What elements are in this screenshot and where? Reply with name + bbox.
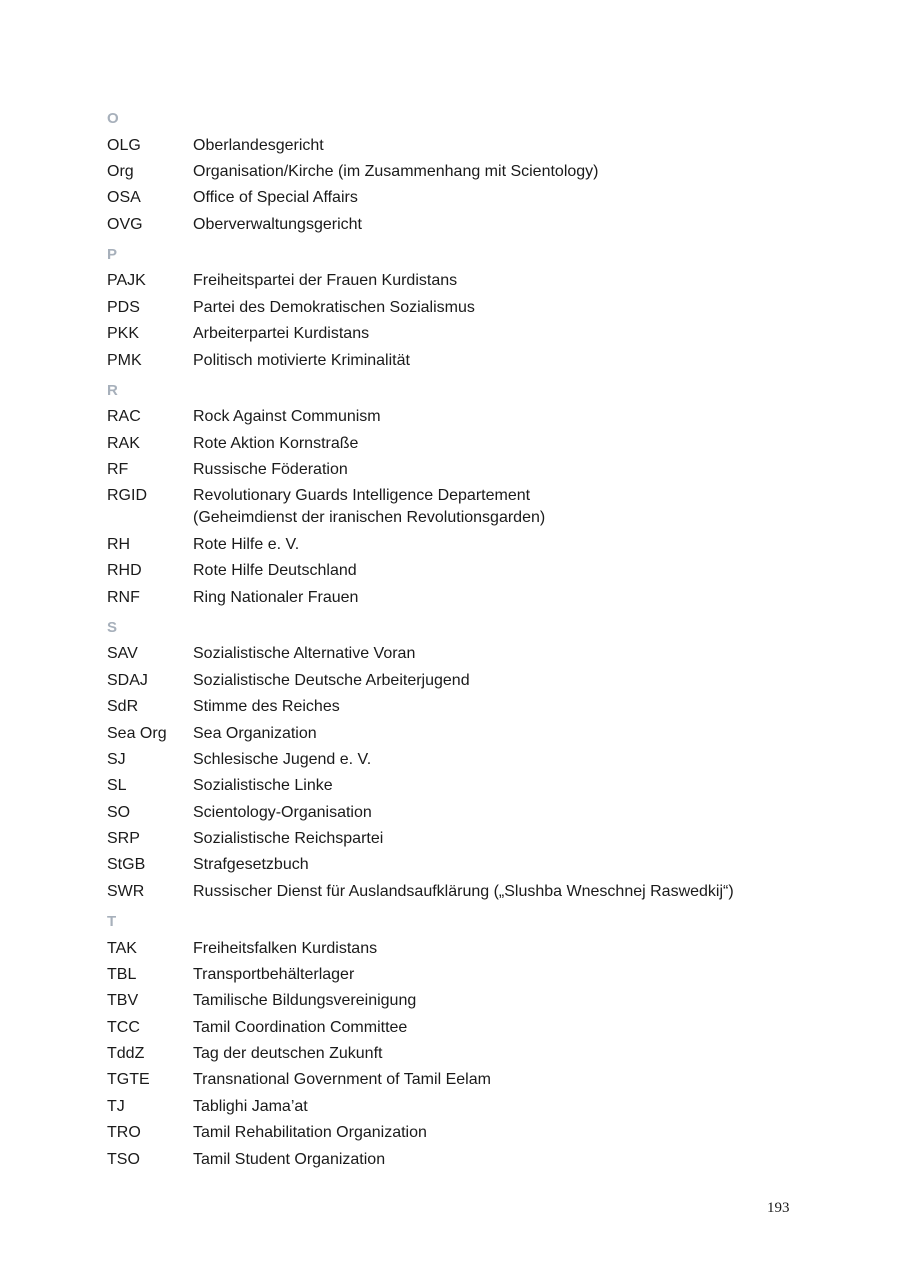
full-term: Rote Hilfe e. V.: [193, 535, 300, 553]
glossary-entry: [107, 132, 807, 158]
abbreviation: Org: [107, 162, 134, 180]
abbreviation: StGB: [107, 856, 146, 874]
abbreviation: OSA: [107, 189, 141, 207]
section-letter-heading: T: [107, 912, 117, 930]
full-term: Tamilische Bildungsvereinigung: [193, 992, 417, 1010]
full-term: Sea Organization: [193, 724, 317, 742]
section-letter-heading: S: [107, 618, 118, 636]
abbreviation: SAV: [107, 645, 138, 663]
abbreviation: SWR: [107, 882, 145, 900]
abbreviation: TAK: [107, 939, 137, 957]
full-term: Schlesische Jugend e. V.: [193, 750, 372, 768]
full-term: Oberlandesgericht: [193, 136, 324, 154]
abbreviation: Sea Org: [107, 724, 167, 742]
full-term: Revolutionary Guards Intelligence Departement (Geheimdienst der iranischen Revolutionsgarden): [193, 487, 546, 527]
full-term: Sozialistische Alternative Voran: [193, 645, 416, 663]
glossary-entry: [107, 185, 807, 211]
full-term: Arbeiterpartei Kurdistans: [193, 325, 370, 343]
full-term: Ring Nationaler Frauen: [193, 588, 359, 606]
abbreviation: TBL: [107, 965, 137, 983]
abbreviation: RNF: [107, 588, 140, 606]
abbreviation: PAJK: [107, 272, 146, 290]
glossary-entry: [107, 1146, 807, 1172]
abbreviation: TCC: [107, 1018, 140, 1036]
abbreviation: SO: [107, 803, 131, 821]
full-term: Rote Hilfe Deutschland: [193, 562, 357, 580]
abbreviation: SDAJ: [107, 671, 148, 689]
abbreviation: TBV: [107, 992, 139, 1010]
full-term: Sozialistische Deutsche Arbeiterjugend: [193, 671, 470, 689]
section-p: [107, 242, 807, 374]
abbreviation: TddZ: [107, 1045, 145, 1063]
section-letter-heading: R: [107, 381, 118, 399]
abbreviation: OLG: [107, 136, 141, 154]
glossary-entry: [107, 1067, 807, 1093]
full-term: Tablighi Jama’at: [193, 1097, 308, 1115]
glossary-entry: [107, 584, 807, 610]
glossary-entry: [107, 404, 807, 430]
full-term: Freiheitspartei der Frauen Kurdistans: [193, 272, 458, 290]
glossary-entry: [107, 799, 807, 825]
abbreviation: TSO: [107, 1150, 140, 1168]
glossary-entry: [107, 558, 807, 584]
full-term: Tag der deutschen Zukunft: [193, 1045, 383, 1063]
full-term: Office of Special Affairs: [193, 189, 358, 207]
full-term: Sozialistische Linke: [193, 777, 333, 795]
glossary-entry: [107, 159, 807, 185]
section-t: [107, 909, 807, 1173]
glossary-entry: [107, 773, 807, 799]
full-term: Partei des Demokratischen Sozialismus: [193, 298, 475, 316]
abbreviation: PKK: [107, 325, 140, 343]
full-term: Oberverwaltungsgericht: [193, 215, 362, 233]
glossary-entry: [107, 483, 807, 531]
abbreviation: PMK: [107, 351, 142, 369]
glossary-entry: [107, 347, 807, 373]
glossary-entry: [107, 826, 807, 852]
full-term: Russischer Dienst für Auslandsaufklärung („Slushba Wneschnej Raswedkij“): [193, 882, 734, 900]
glossary-entry: [107, 852, 807, 878]
abbreviation: TRO: [107, 1124, 141, 1142]
full-term: Transnational Government of Tamil Eelam: [193, 1071, 491, 1089]
abbreviation: RGID: [107, 487, 147, 505]
abbreviation: SRP: [107, 830, 140, 847]
glossary-entry: [107, 935, 807, 961]
glossary-entry: [107, 641, 807, 667]
glossary-entry: [107, 1120, 807, 1146]
full-term: Politisch motivierte Kriminalität: [193, 351, 410, 369]
glossary-entry: [107, 962, 807, 988]
abbreviation-glossary: [107, 106, 807, 1173]
abbreviation: RAC: [107, 408, 141, 426]
glossary-entry: [107, 457, 807, 483]
glossary-entry: [107, 694, 807, 720]
full-term: Russische Föderation: [193, 461, 348, 479]
section-o: [107, 106, 807, 238]
section-r: [107, 378, 807, 611]
abbreviation: RH: [107, 535, 131, 553]
full-term: Rote Aktion Kornstraße: [193, 434, 359, 452]
glossary-entry: [107, 1041, 807, 1067]
abbreviation: RAK: [107, 434, 140, 452]
glossary-entry: [107, 720, 807, 746]
full-term: Transportbehälterlager: [193, 965, 355, 983]
section-letter-heading: O: [107, 110, 119, 127]
glossary-entry: [107, 532, 807, 558]
abbreviation: RHD: [107, 562, 142, 580]
glossary-entry: [107, 1014, 807, 1040]
abbreviation: TGTE: [107, 1071, 150, 1089]
page-number: 193: [767, 1200, 790, 1216]
glossary-entry: [107, 268, 807, 294]
full-term: Rock Against Communism: [193, 408, 381, 426]
full-term: Scientology-Organisation: [193, 803, 372, 821]
full-term: Organisation/Kirche (im Zusammenhang mit Scientology): [193, 162, 599, 180]
abbreviation: SJ: [107, 750, 126, 768]
full-term: Tamil Rehabilitation Organization: [193, 1124, 427, 1142]
glossary-entry: [107, 212, 807, 238]
glossary-entry: [107, 321, 807, 347]
abbreviation: SL: [107, 777, 127, 795]
abbreviation: TJ: [107, 1097, 125, 1115]
glossary-entry: [107, 431, 807, 457]
section-letter-heading: P: [107, 245, 118, 263]
full-term: Sozialistische Reichspartei: [193, 830, 384, 847]
abbreviation: OVG: [107, 215, 143, 233]
full-term: Tamil Coordination Committee: [193, 1018, 408, 1036]
full-term: Freiheitsfalken Kurdistans: [193, 939, 378, 957]
glossary-entry: [107, 295, 807, 321]
full-term: Tamil Student Organization: [193, 1150, 386, 1168]
full-term: Strafgesetzbuch: [193, 856, 309, 874]
full-term: Stimme des Reiches: [193, 698, 340, 716]
abbreviation: RF: [107, 461, 129, 479]
abbreviation: PDS: [107, 298, 140, 316]
abbreviation: SdR: [107, 698, 139, 716]
glossary-entry: [107, 879, 807, 905]
section-s: [107, 615, 807, 905]
glossary-entry: [107, 747, 807, 773]
glossary-entry: [107, 988, 807, 1014]
glossary-entry: [107, 1094, 807, 1120]
glossary-entry: [107, 668, 807, 694]
